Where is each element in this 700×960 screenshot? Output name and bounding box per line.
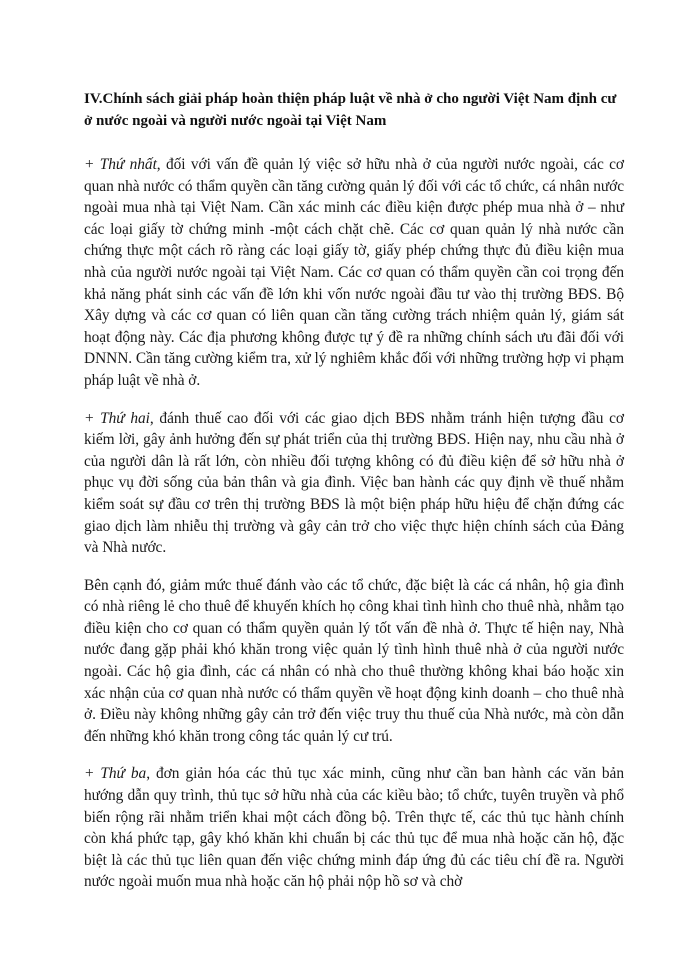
paragraph-first bbox=[84, 154, 624, 392]
paragraph-second bbox=[84, 408, 624, 559]
paragraph-lead-third: + Thứ ba bbox=[84, 765, 147, 783]
paragraph-besides bbox=[84, 575, 624, 748]
paragraph-text-first: , đối với vấn đề quản lý việc sở hữu nhà ở của người nước ngoài, các cơ quan nhà nước có thẩm quyền cần tăng cường quản lý đối với các tổ chức, cá nhân nước ngoài mua nhà tại Việt Nam. Cần xác minh các điều kiện được phép mua nhà ở – như các loại giấy tờ chứng minh -một cách chặt chẽ. Các cơ quan quản lý nhà nước cần chứng thực một cách rõ ràng các loại giấy tờ, giấy phép chứng thực đủ điều kiện mua nhà của người nước ngoài tại Việt Nam. Các cơ quan có thẩm quyền cần coi trọng đến khả năng phát sinh các vấn đề lớn khi vốn nước ngoài đầu tư vào thị trường BĐS. Bộ Xây dựng và các cơ quan có liên quan cần tăng cường trách nhiệm quản lý, giám sát hoạt động này. Các địa phương không được tự ý đề ra những chính sách ưu đãi đối với DNNN. Cần tăng cường kiểm tra, xử lý nghiêm khắc đối với những trường hợp vi phạm pháp luật về nhà ở. bbox=[84, 156, 624, 389]
paragraph-third bbox=[84, 763, 624, 893]
paragraph-text-besides: Bên cạnh đó, giảm mức thuế đánh vào các tổ chức, đặc biệt là các cá nhân, hộ gia đình có nhà riêng lẻ cho thuê để khuyến khích họ công khai tình hình cho thuê nhà, nhằm tạo điều kiện cho cơ quan có thẩm quyền quản lý tốt vấn đề nhà ở. Thực tế hiện nay, Nhà nước đang gặp phải khó khăn trong việc quản lý tình hình thuê nhà ở của người nước ngoài. Các hộ gia đình, các cá nhân có nhà cho thuê thường không khai báo hoặc xin xác nhận của cơ quan nhà nước có thẩm quyền về hoạt động kinh doanh – cho thuê nhà ở. Điều này không những gây cản trở đến việc truy thu thuế của Nhà nước, mà còn dẫn đến những khó khăn trong công tác quản lý cư trú. bbox=[84, 576, 624, 745]
section-heading: IV.Chính sách giải pháp hoàn thiện pháp luật về nhà ở cho người Việt Nam định cư ở nước ngoài và người nước ngoài tại Việt Nam bbox=[84, 91, 617, 129]
paragraph-lead-second: + Thứ hai bbox=[84, 409, 150, 427]
paragraph-text-second: , đánh thuế cao đối với các giao dịch BĐS nhằm tránh hiện tượng đầu cơ kiếm lời, gây ảnh hưởng đến sự phát triển của thị trường BĐS. Hiện nay, nhu cầu nhà ở của người dân là rất lớn, còn nhiều đối tượng không có đủ điều kiện để sở hữu nhà ở phục vụ đời sống của bản thân và gia đình. Việc ban hành các quy định về thuế nhằm kiểm soát sự đầu cơ trên thị trường BĐS là một biện pháp hữu hiệu để chặn đứng các giao dịch làm nhiễu thị trường và gây cản trở cho việc thực hiện chính sách của Đảng và Nhà nước. bbox=[84, 409, 624, 557]
paragraph-text-third: , đơn giản hóa các thủ tục xác minh, cũng như cần ban hành các văn bản hướng dẫn quy trình, thủ tục sở hữu nhà của các kiều bào; tổ chức, tuyên truyền và phổ biến rộng rãi nhằm triển khai một cách đồng bộ. Trên thực tế, các thủ tục hành chính còn khá phức tạp, gây khó khăn khi chuẩn bị các thủ tục để mua nhà hoặc căn hộ, đặc biệt là các thủ tục liên quan đến việc chứng minh đáp ứng đủ các tiêu chí đề ra. Người nước ngoài muốn mua nhà hoặc căn hộ phải nộp hồ sơ và chờ bbox=[84, 765, 624, 891]
paragraph-lead-first: + Thứ nhất bbox=[84, 156, 157, 173]
document-page bbox=[84, 88, 624, 909]
